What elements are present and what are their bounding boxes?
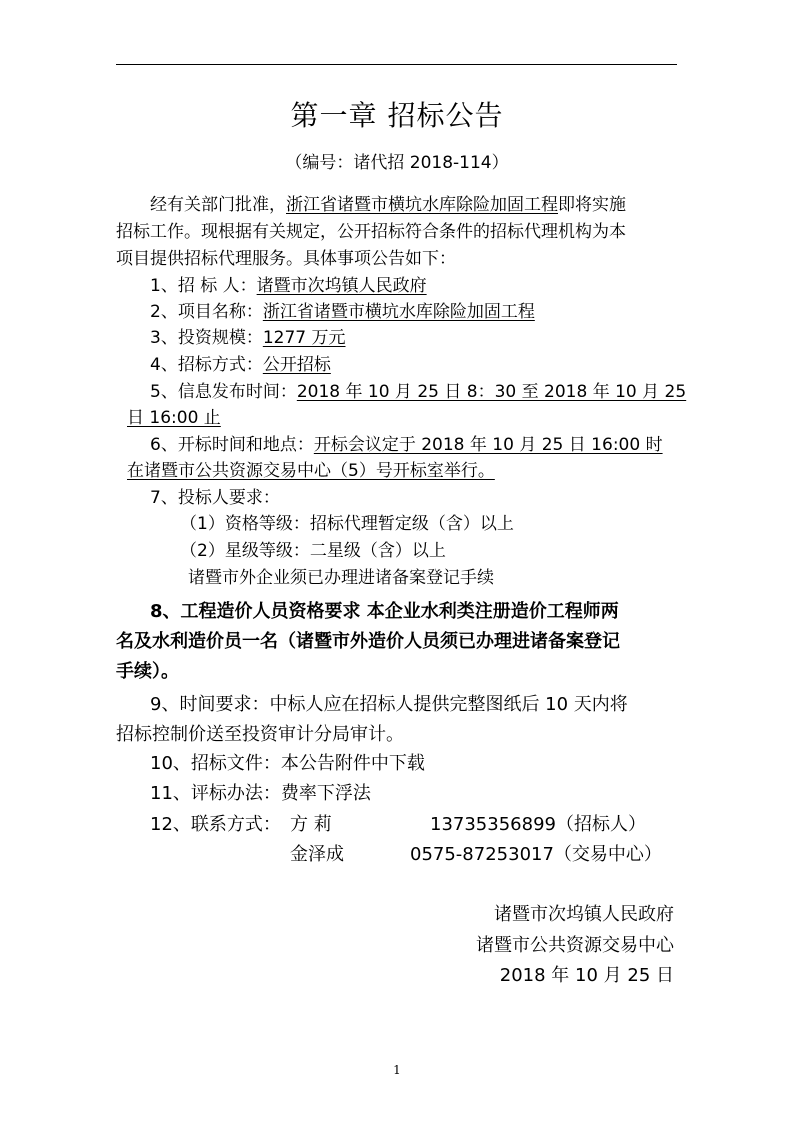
item-time-requirement-line-2: 招标控制价送至投资审计分局审计。	[116, 724, 404, 745]
item-value: 诸暨市次坞镇人民政府	[256, 276, 427, 296]
item-value: 浙江省诸暨市横坑水库除险加固工程	[262, 302, 535, 322]
item-label: 3、投资规模：	[150, 328, 263, 348]
requirement-registration: 诸暨市外企业须已办理进诸备案登记手续	[188, 568, 494, 588]
requirement-qualification: （1）资格等级：招标代理暂定级（含）以上	[180, 514, 514, 534]
item-value: 2018 年 10 月 25 日 8：30 至 2018 年 10 月 25	[296, 382, 687, 402]
requirement-star-level: （2）星级等级：二星级（含）以上	[180, 541, 446, 561]
contact-1-name: 方 莉	[290, 814, 332, 835]
item-tender-document: 10、招标文件：本公告附件中下载	[150, 753, 425, 774]
item-project-name	[150, 299, 535, 325]
intro-line-1	[150, 192, 626, 218]
item-contact-label: 12、联系方式：	[150, 814, 281, 835]
project-name-underlined: 浙江省诸暨市横坑水库除险加固工程	[286, 195, 558, 215]
item-opening-place	[127, 458, 495, 484]
item-label: 2、项目名称：	[150, 302, 263, 322]
signature-org-1: 诸暨市次坞镇人民政府	[494, 904, 674, 925]
item-cost-staff-line-1: 8、工程造价人员资格要求 本企业水利类注册造价工程师两	[150, 601, 619, 622]
item-opening-time	[150, 432, 663, 458]
item-publish-time	[150, 379, 686, 405]
page-number: 1	[393, 1063, 401, 1077]
item-publish-time-cont	[127, 405, 221, 431]
item-label: 5、信息发布时间：	[150, 382, 297, 402]
contact-1-phone: 13735356899（招标人）	[430, 814, 646, 835]
item-value: 在诸暨市公共资源交易中心（5）号开标室举行。	[127, 461, 495, 481]
intro-text: 经有关部门批准，	[150, 195, 286, 215]
item-label: 4、招标方式：	[150, 355, 263, 375]
notice-number: （编号：诸代招 2018-114）	[285, 153, 509, 173]
header-rule	[116, 64, 677, 65]
intro-text: 即将实施	[558, 195, 626, 215]
chapter-title: 第一章 招标公告	[290, 99, 504, 132]
signature-date: 2018 年 10 月 25 日	[499, 965, 674, 986]
signature-org-2: 诸暨市公共资源交易中心	[476, 935, 674, 956]
contact-2-name: 金泽成	[290, 844, 344, 865]
item-tenderer	[150, 273, 427, 299]
contact-2-phone: 0575-87253017（交易中心）	[410, 844, 662, 865]
intro-line-2: 招标工作。现根据有关规定，公开招标符合条件的招标代理机构为本	[116, 222, 626, 242]
item-cost-staff-line-3: 手续）。	[116, 661, 179, 682]
item-value: 1277 万元	[262, 328, 346, 348]
item-value: 开标会议定于 2018 年 10 月 25 日 16:00 时	[313, 435, 663, 455]
item-label: 1、招 标 人：	[150, 276, 257, 296]
item-cost-staff-line-2: 名及水利造价员一名（诸暨市外造价人员须已办理进诸备案登记	[116, 631, 620, 652]
item-evaluation-method: 11、评标办法：费率下浮法	[150, 783, 371, 804]
item-label: 6、开标时间和地点：	[150, 435, 314, 455]
item-tender-method	[150, 352, 331, 378]
item-value: 公开招标	[262, 355, 331, 375]
item-investment	[150, 325, 346, 351]
item-time-requirement-line-1: 9、时间要求：中标人应在招标人提供完整图纸后 10 天内将	[150, 694, 628, 715]
item-value: 日 16:00 止	[127, 408, 221, 428]
intro-line-3: 项目提供招标代理服务。具体事项公告如下：	[116, 249, 456, 269]
item-bidder-requirements: 7、投标人要求：	[150, 488, 280, 508]
